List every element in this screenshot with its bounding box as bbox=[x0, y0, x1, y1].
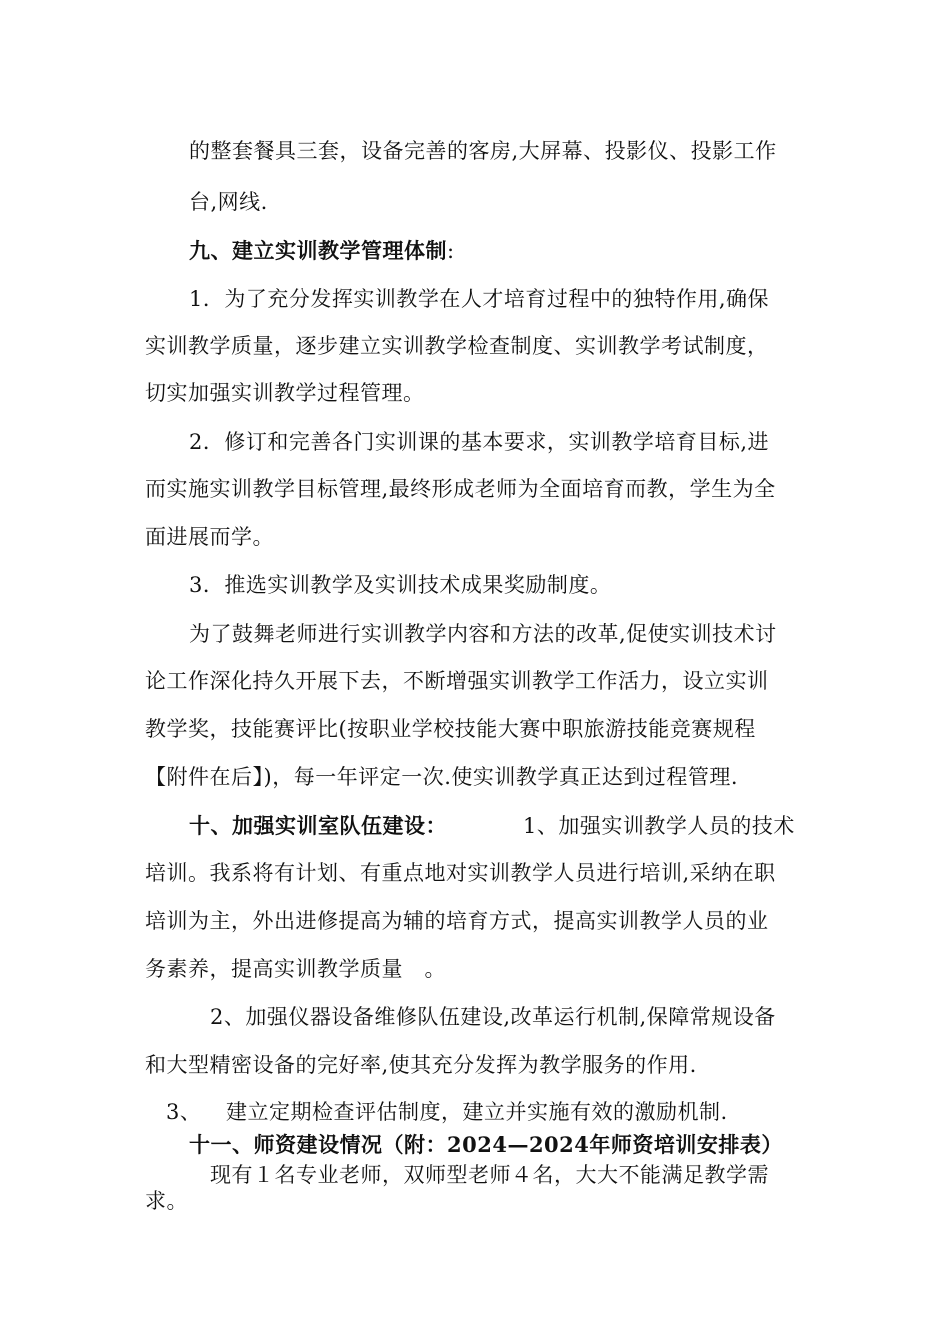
paragraph-line: 切实加强实训教学过程管理。 bbox=[145, 381, 425, 405]
paragraph-line: 现有１名专业老师，双师型老师４名，大大不能满足教学需 bbox=[210, 1163, 769, 1187]
paragraph-line: 实训教学质量，逐步建立实训教学检查制度、实训教学考试制度， bbox=[145, 334, 769, 358]
paragraph-line: 台,网线. bbox=[189, 190, 268, 214]
paragraph-line: 培训为主，外出进修提高为辅的培育方式，提高实训教学人员的业 bbox=[145, 909, 769, 933]
paragraph-line: 【附件在后】)，每一年评定一次.使实训教学真正达到过程管理. bbox=[145, 765, 739, 789]
paragraph-line: 2、加强仪器设备维修队伍建设,改革运行机制,保障常规设备 bbox=[210, 1005, 776, 1029]
paragraph-line: 为了鼓舞老师进行实训教学内容和方法的改革,促使实训技术讨 bbox=[189, 622, 777, 646]
heading-text: 九、建立实训教学管理体制 bbox=[189, 238, 447, 263]
paragraph-line: 求。 bbox=[145, 1189, 188, 1213]
paragraph-line: 1、加强实训教学人员的技术 bbox=[523, 814, 795, 838]
paragraph-line: 2．修订和完善各门实训课的基本要求，实训教学培育目标,进 bbox=[189, 430, 770, 454]
paragraph-line: 1．为了充分发挥实训教学在人才培育过程中的独特作用,确保 bbox=[189, 287, 770, 311]
list-number: 3、 bbox=[166, 1100, 202, 1124]
section-heading-10: 十、加强实训室队伍建设： bbox=[189, 813, 447, 838]
paragraph-line: 教学奖，技能赛评比(按职业学校技能大赛中职旅游技能竞赛规程 bbox=[145, 717, 756, 741]
heading-colon: : bbox=[447, 239, 455, 263]
paragraph-line: 培训。我系将有计划、有重点地对实训教学人员进行培训,采纳在职 bbox=[145, 861, 776, 885]
paragraph-line: 而实施实训教学目标管理,最终形成老师为全面培育而教，学生为全 bbox=[145, 477, 776, 501]
section-heading-9 bbox=[189, 236, 455, 266]
paragraph-line: 论工作深化持久开展下去，不断增强实训教学工作活力，设立实训 bbox=[145, 669, 769, 693]
paragraph-line: 和大型精密设备的完好率,使其充分发挥为教学服务的作用. bbox=[145, 1053, 697, 1077]
paragraph-line: 面进展而学。 bbox=[145, 525, 274, 549]
paragraph-line: 3．推选实训教学及实训技术成果奖励制度。 bbox=[189, 573, 612, 597]
paragraph-line: 务素养，提高实训教学质量 。 bbox=[145, 957, 446, 981]
paragraph-line: 的整套餐具三套，设备完善的客房,大屏幕、投影仪、投影工作 bbox=[189, 139, 777, 163]
paragraph-line: 建立定期检查评估制度，建立并实施有效的激励机制. bbox=[226, 1100, 728, 1124]
section-heading-11: 十一、师资建设情况（附：2024—2024年师资培训安排表） bbox=[189, 1132, 783, 1157]
